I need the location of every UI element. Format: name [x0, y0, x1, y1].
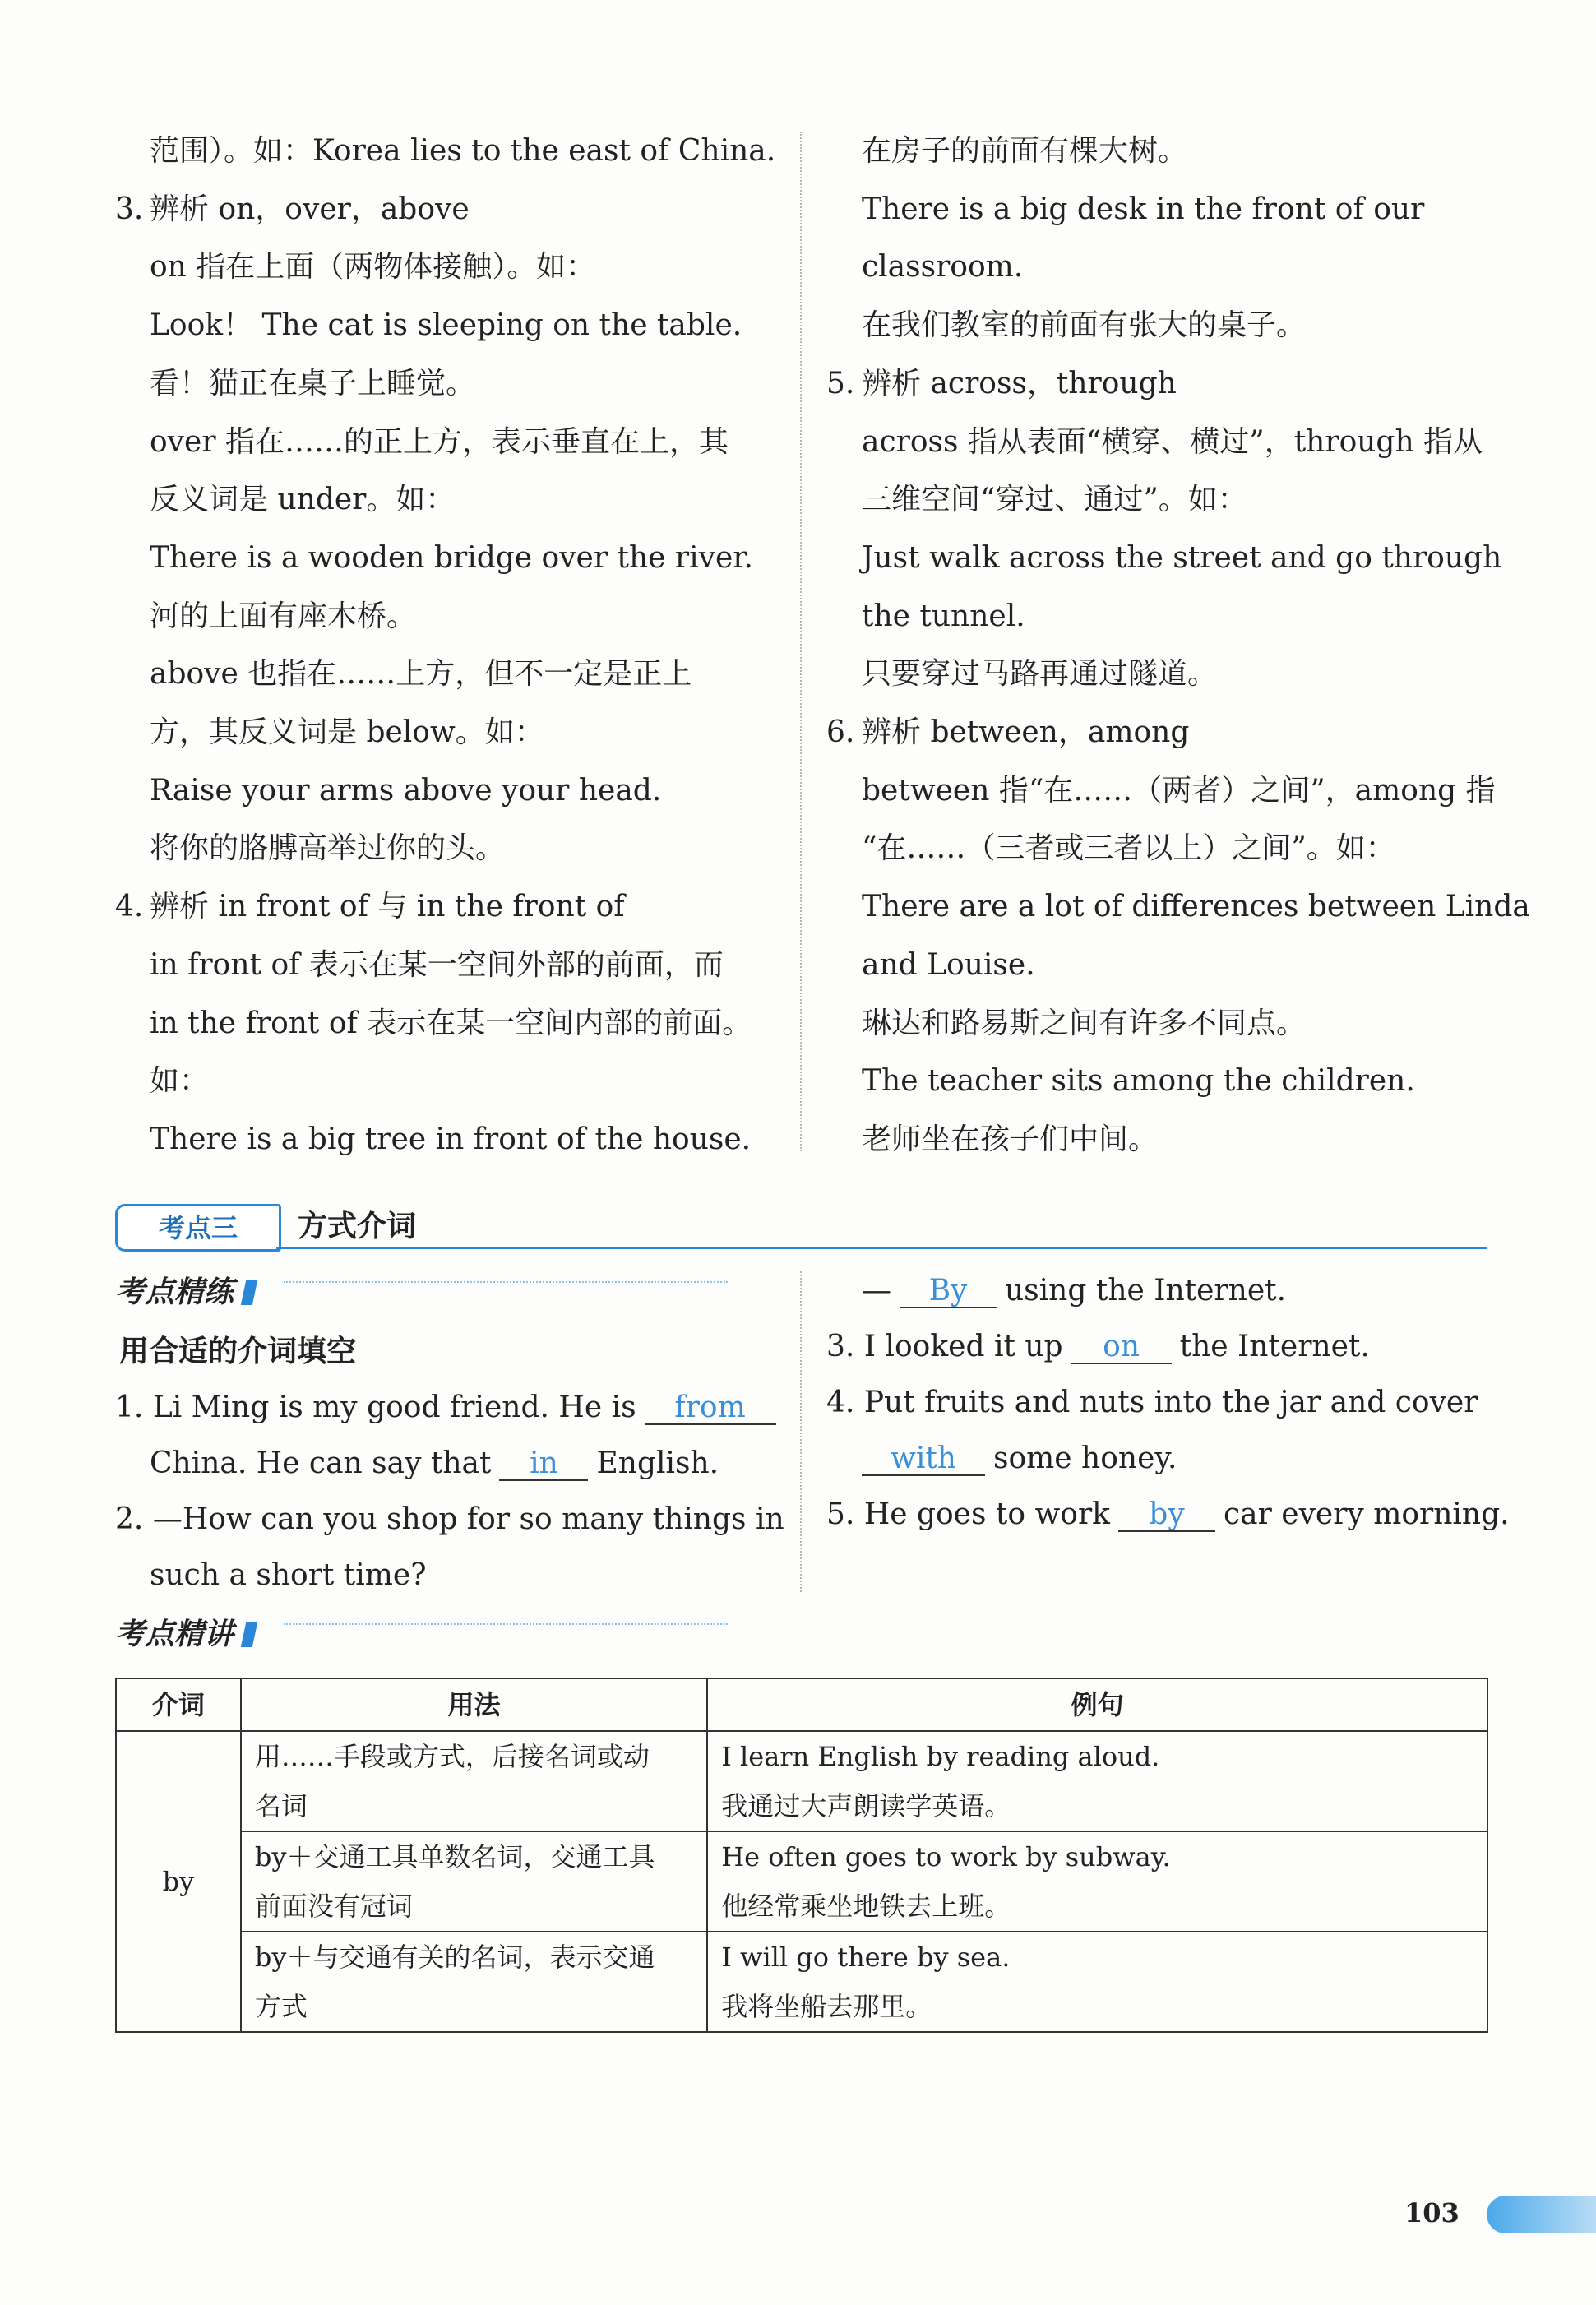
- text-line: There are a lot of differences between Linda: [862, 890, 1530, 924]
- instruction: 用合适的介词填空: [119, 1335, 357, 1368]
- answer-blank[interactable]: from: [645, 1392, 776, 1425]
- header-usage: 用法: [241, 1678, 707, 1731]
- text-line: 琳达和路易斯之间有许多不同点。: [862, 1006, 1307, 1040]
- text-line: on 指在上面（两物体接触）。如：: [150, 250, 596, 285]
- prep-cell: by: [116, 1731, 241, 2032]
- section-title: 方式介词: [298, 1210, 417, 1243]
- practice-heading: 考点精练: [115, 1275, 255, 1311]
- text-line: “在……（三者或三者以上）之间”。如：: [862, 831, 1395, 866]
- table-row: [116, 1831, 1487, 1932]
- text-line: 方，其反义词是 below。如：: [150, 715, 544, 749]
- table-row: [116, 1731, 1487, 1831]
- answer-blank[interactable]: on: [1071, 1331, 1172, 1364]
- text-line: in the front of 表示在某一空间内部的前面。: [150, 1006, 752, 1040]
- text-line: 在我们教室的前面有张大的桌子。: [862, 308, 1307, 343]
- text-line: and Louise.: [862, 947, 1035, 982]
- text-line: 看！猫正在桌子上睡觉。: [150, 366, 476, 400]
- example-cell: I learn English by reading aloud. 我通过大声朗读学英语。: [707, 1731, 1487, 1831]
- header-example: 例句: [707, 1678, 1487, 1731]
- question-2-line-1: 2. —How can you shop for so many things in: [115, 1502, 784, 1536]
- section-tab: 考点三: [115, 1204, 281, 1252]
- text-line: Raise your arms above your head.: [150, 773, 662, 808]
- question-5: 5. He goes to work by car every morning.: [826, 1497, 1510, 1531]
- section-rule: [276, 1247, 1487, 1249]
- question-1-line-1: 1. Li Ming is my good friend. He is from: [115, 1391, 784, 1425]
- question-4-line-2: with some honey.: [854, 1442, 1177, 1476]
- dotted-rule: [284, 1281, 728, 1283]
- question-3: 3. I looked it up on the Internet.: [826, 1330, 1370, 1363]
- bar-icon: [241, 1280, 257, 1305]
- bar-icon: [241, 1622, 257, 1647]
- answer-blank[interactable]: in: [499, 1448, 588, 1481]
- text-line: 只要穿过马路再通过隧道。: [862, 657, 1218, 692]
- answer-blank[interactable]: by: [1118, 1499, 1215, 1532]
- text-line: above 也指在……上方，但不一定是正上: [150, 657, 692, 692]
- text-line: 5. 辨析 across，through: [826, 366, 1177, 400]
- usage-table: [115, 1678, 1488, 2033]
- text-line: There is a big tree in front of the house.: [150, 1122, 752, 1156]
- text-line: There is a big desk in the front of our: [862, 192, 1425, 226]
- answer-blank[interactable]: with: [862, 1443, 985, 1476]
- answer-blank[interactable]: By: [900, 1275, 997, 1308]
- text-line: the tunnel.: [862, 599, 1025, 633]
- example-cell: He often goes to work by subway. 他经常乘坐地铁去上班。: [707, 1831, 1487, 1932]
- usage-cell: 用……手段或方式，后接名词或动 名词: [241, 1731, 707, 1831]
- text-line: 反义词是 under。如：: [150, 483, 456, 517]
- column-divider: [800, 1271, 802, 1592]
- table-row: [116, 1932, 1487, 2032]
- table-header-row: [116, 1678, 1487, 1731]
- text-line: 3. 辨析 on，over，above: [115, 192, 470, 226]
- text-line: There is a wooden bridge over the river.: [150, 540, 753, 575]
- text-line: 河的上面有座木桥。: [150, 599, 417, 633]
- header-prep: 介词: [116, 1678, 241, 1731]
- page-tab-decoration: [1487, 2196, 1596, 2233]
- dotted-rule: [284, 1623, 728, 1625]
- text-line: The teacher sits among the children.: [862, 1064, 1415, 1099]
- question-1-line-2: China. He can say that in English.: [150, 1446, 719, 1480]
- text-line: 范围）。如：Korea lies to the east of China.: [150, 134, 776, 168]
- page-number: 103: [1404, 2197, 1460, 2229]
- text-line: Just walk across the street and go through: [862, 540, 1502, 575]
- text-line: 4. 辨析 in front of 与 in the front of: [115, 890, 625, 924]
- usage-cell: by＋与交通有关的名词，表示交通 方式: [241, 1932, 707, 2032]
- text-line: in front of 表示在某一空间外部的前面，而: [150, 947, 724, 982]
- text-line: over 指在……的正上方，表示垂直在上，其: [150, 424, 729, 459]
- text-line: across 指从表面“横穿、横过”，through 指从: [862, 424, 1483, 459]
- text-line: 将你的胳膊高举过你的头。: [150, 831, 506, 866]
- text-line: between 指“在……（两者）之间”，among 指: [862, 773, 1496, 808]
- text-line: 在房子的前面有棵大树。: [862, 134, 1188, 168]
- text-line: 6. 辨析 between，among: [826, 715, 1190, 749]
- text-line: 三维空间“穿过、通过”。如：: [862, 483, 1247, 517]
- text-line: 老师坐在孩子们中间。: [862, 1122, 1159, 1156]
- example-cell: I will go there by sea. 我将坐船去那里。: [707, 1932, 1487, 2032]
- section-header: [115, 1202, 1487, 1252]
- question-2-answer-line: — By using the Internet.: [862, 1274, 1287, 1308]
- explain-heading: 考点精讲: [115, 1617, 255, 1653]
- text-line: Look！ The cat is sleeping on the table.: [150, 308, 742, 343]
- text-line: 如：: [150, 1064, 210, 1099]
- question-4-line-1: 4. Put fruits and nuts into the jar and cover: [826, 1386, 1478, 1419]
- usage-cell: by＋交通工具单数名词，交通工具 前面没有冠词: [241, 1831, 707, 1932]
- column-divider: [800, 132, 802, 1151]
- question-2-line-2: such a short time?: [150, 1558, 427, 1592]
- text-line: classroom.: [862, 250, 1024, 285]
